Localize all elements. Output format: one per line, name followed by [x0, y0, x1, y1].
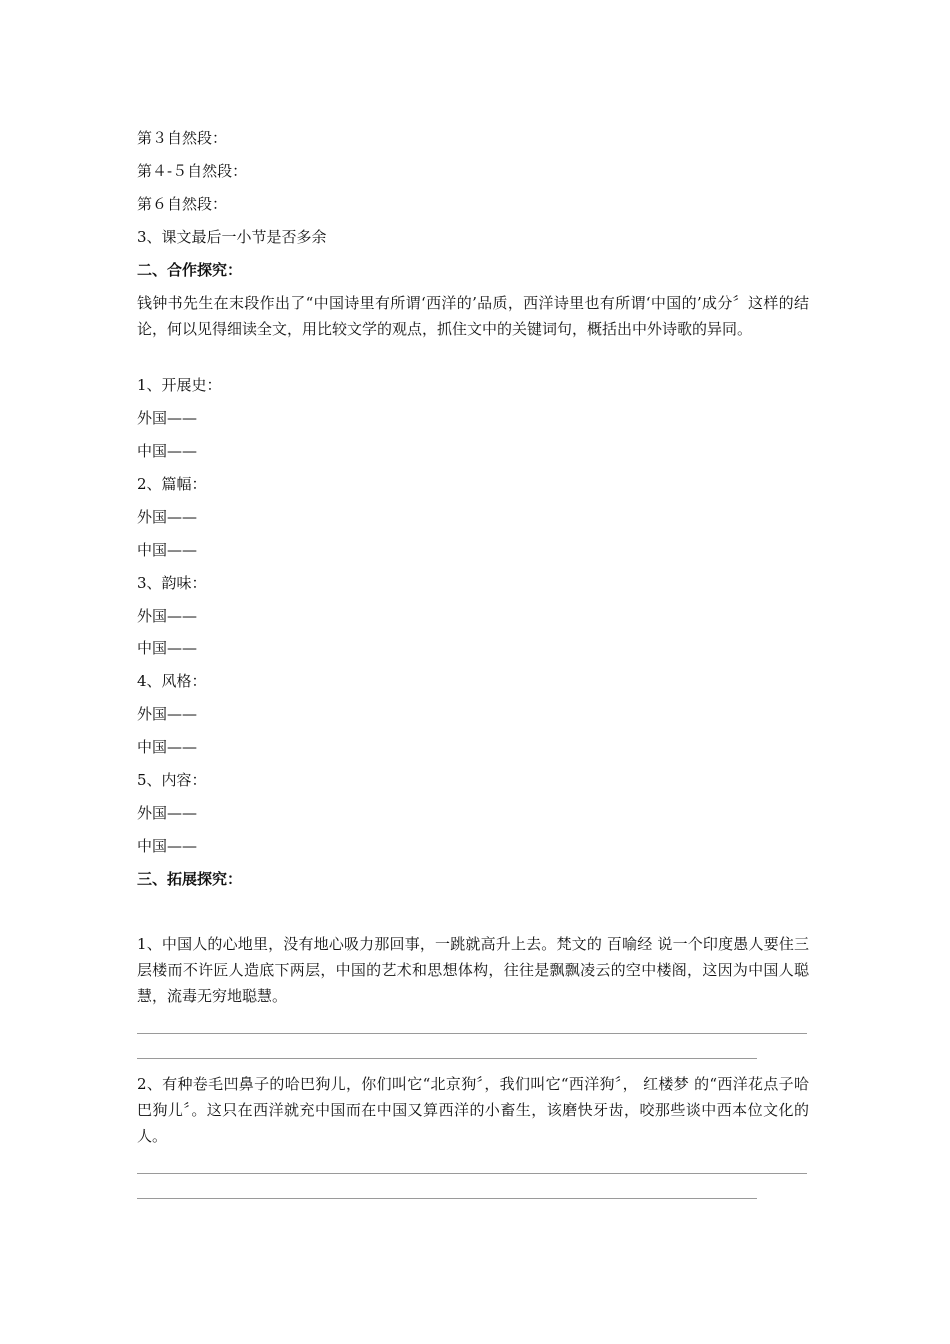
section-2-heading: 二、合作探究：	[137, 261, 243, 279]
answer-line	[137, 1033, 807, 1034]
item-1-foreign: 外国——	[137, 409, 198, 427]
paragraph-6-prompt: 第６自然段：	[137, 195, 228, 213]
paragraph-4-5-prompt: 第４-５自然段：	[137, 162, 248, 180]
answer-line	[137, 1173, 807, 1174]
item-5-title: 5、内容：	[137, 771, 207, 789]
item-1-title: 1、开展史：	[137, 376, 222, 394]
item-4-title: 4、风格：	[137, 672, 207, 690]
extension-question-1: 1、中国人的心地里，没有地心吸力那回事，一跳就高升上去。梵文的 百喻经 说一个印度愚人要住三层楼而不许匠人造底下两层，中国的艺术和思想体构，往往是飘飘凌云的空中楼阁，这因为中国人聪慧，流毒无穷地聪慧。	[137, 935, 809, 1005]
item-3-china: 中国——	[137, 639, 198, 657]
item-2-title: 2、篇幅：	[137, 475, 207, 493]
item-5-foreign: 外国——	[137, 804, 198, 822]
item-1-china: 中国——	[137, 442, 198, 460]
answer-line	[137, 1198, 757, 1199]
item-2-china: 中国——	[137, 541, 198, 559]
item-3-foreign: 外国——	[137, 607, 198, 625]
section-3-heading: 三、拓展探究：	[137, 870, 243, 888]
extension-question-2: 2、有种卷毛凹鼻子的哈巴狗儿，你们叫它“北京狗〞，我们叫它“西洋狗〞， 红楼梦 的“西洋花点子哈巴狗儿〞。这只在西洋就充中国而在中国又算西洋的小畜生，该磨快牙齿，咬那些谈中西本位文化的人。	[137, 1075, 809, 1145]
section-2-intro: 钱钟书先生在末段作出了“中国诗里有所谓‘西洋的’品质，西洋诗里也有所谓‘中国的’成分〞这样的结论，何以见得细读全文，用比较文学的观点，抓住文中的关键词句，概括出中外诗歌的异同。	[137, 294, 809, 338]
item-4-foreign: 外国——	[137, 705, 198, 723]
item-5-china: 中国——	[137, 837, 198, 855]
question-3: 3、课文最后一小节是否多余	[137, 228, 327, 246]
paragraph-3-prompt: 第３自然段：	[137, 129, 228, 147]
item-2-foreign: 外国——	[137, 508, 198, 526]
item-4-china: 中国——	[137, 738, 198, 756]
item-3-title: 3、韵味：	[137, 574, 207, 592]
answer-line	[137, 1058, 757, 1059]
